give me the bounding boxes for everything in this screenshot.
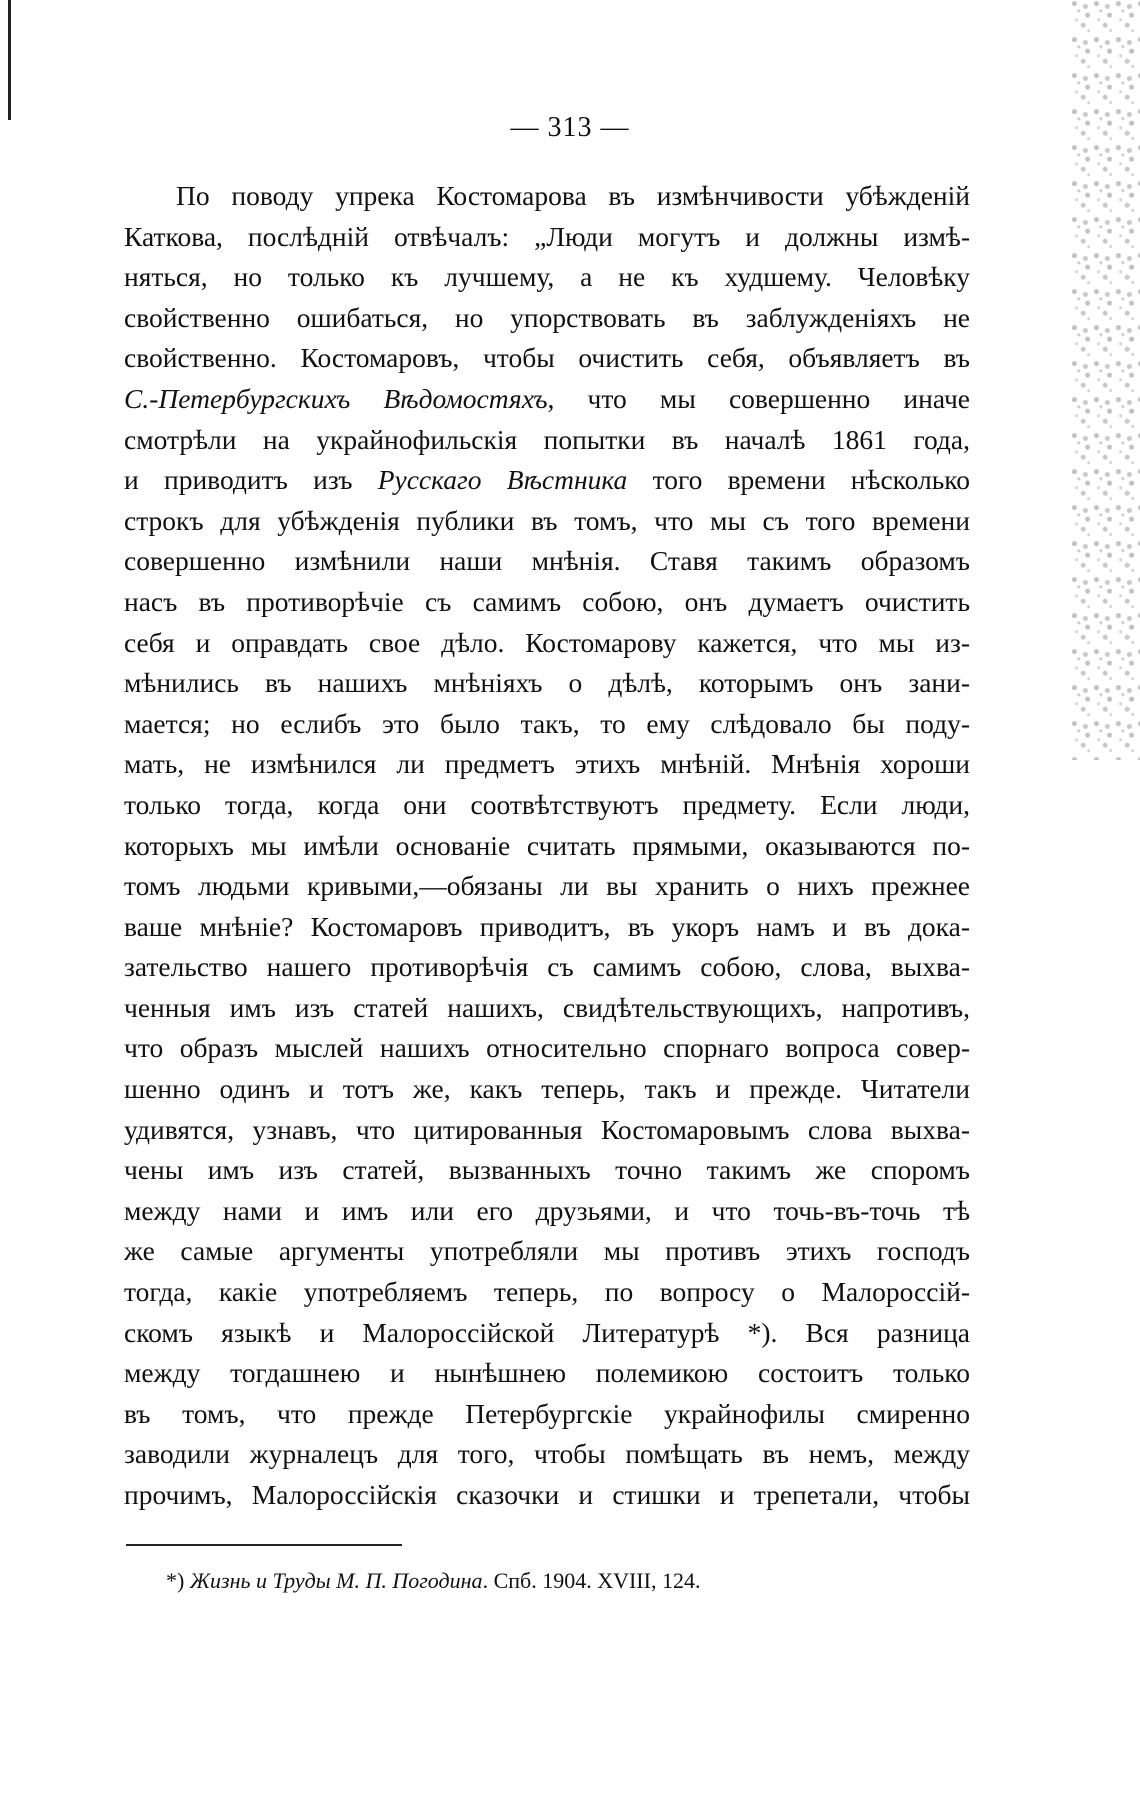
text-segment: скомъ языкѣ и Малороссійской Литературѣ *). Вся разница — [124, 1316, 970, 1348]
text-line — [124, 1353, 970, 1394]
text-line — [124, 1434, 970, 1475]
text-segment: Каткова, послѣдній отвѣчалъ: „Люди могутъ и должны измѣ- — [124, 220, 970, 252]
text-line — [124, 785, 970, 826]
text-segment: себя и оправдать свое дѣло. Костомарову кажется, что мы из- — [124, 626, 970, 658]
text-segment: зательство нашего противорѣчія съ самимъ собою, слова, выхва- — [124, 951, 970, 983]
text-segment: въ томъ, что прежде Петербургскіе украйнофилы смиренно — [124, 1397, 970, 1429]
text-segment: свойственно. Костомаровъ, чтобы очистить себя, объявляетъ въ — [124, 342, 970, 374]
text-line — [124, 582, 970, 623]
text-segment: же самые аргументы употребляли мы противъ этихъ господъ — [124, 1235, 970, 1267]
text-segment: которыхъ мы имѣли основаніе считать прямыми, оказываются по- — [124, 829, 970, 861]
text-line — [124, 947, 970, 988]
footnote — [166, 1568, 700, 1594]
text-line — [124, 501, 970, 542]
text-line — [124, 1028, 970, 1069]
text-line — [124, 379, 970, 420]
text-segment: насъ въ противорѣчіе съ самимъ собою, онъ думаетъ очистить — [124, 585, 970, 617]
text-segment: того времени нѣсколько — [627, 464, 970, 496]
text-line — [124, 1313, 970, 1354]
text-segment: , что мы совершенно иначе — [547, 382, 970, 414]
text-line — [124, 176, 970, 217]
text-line — [124, 1069, 970, 1110]
text-line — [124, 1272, 970, 1313]
text-segment: между тогдашнею и нынѣшнею полемикою состоитъ только — [124, 1357, 970, 1389]
body-text — [124, 176, 970, 1516]
text-segment: строкъ для убѣжденія публики въ томъ, что мы съ того времени — [124, 504, 970, 536]
text-line — [124, 1231, 970, 1272]
text-segment: смотрѣли на украйнофильскія попытки въ началѣ 1861 года, — [124, 423, 970, 455]
text-line — [124, 1150, 970, 1191]
text-italic-segment: С.-Петербургскихъ Вѣдомостяхъ — [124, 382, 548, 414]
text-line — [124, 704, 970, 745]
text-line — [124, 744, 970, 785]
footnote-divider — [126, 1544, 402, 1546]
footnote-rest: . Спб. 1904. XVIII, 124. — [482, 1568, 701, 1593]
text-line — [124, 420, 970, 461]
text-segment: мать, не измѣнился ли предметъ этихъ мнѣній. Мнѣнія хороши — [124, 748, 970, 780]
page-number: — 313 — — [510, 112, 630, 143]
text-line — [124, 1394, 970, 1435]
text-line — [124, 1110, 970, 1151]
text-segment: что образъ мыслей нашихъ относительно спорнаго вопроса совер- — [124, 1032, 970, 1064]
text-segment: и приводитъ изъ — [124, 464, 378, 496]
text-segment: шенно одинъ и тотъ же, какъ теперь, такъ и прежде. Читатели — [124, 1073, 970, 1105]
text-line — [124, 988, 970, 1029]
text-line — [124, 1475, 970, 1516]
text-segment: ваше мнѣніе? Костомаровъ приводитъ, въ укоръ намъ и въ дока- — [124, 910, 970, 942]
text-line — [124, 257, 970, 298]
text-segment: совершенно измѣнили наши мнѣнія. Ставя такимъ образомъ — [124, 545, 970, 577]
text-italic-segment: Русскаго Вѣстника — [377, 464, 628, 496]
text-line — [124, 460, 970, 501]
text-segment: ченныя имъ изъ статей нашихъ, свидѣтельствующихъ, напротивъ, — [124, 991, 970, 1023]
footnote-title: Жизнь и Труды М. П. Погодина — [189, 1568, 483, 1593]
text-line — [124, 907, 970, 948]
text-line — [124, 1191, 970, 1232]
text-segment: свойственно ошибаться, но упорствовать въ заблужденіяхъ не — [124, 301, 970, 333]
scan-left-edge — [8, 0, 11, 120]
text-segment: томъ людьми кривыми,—обязаны ли вы хранить о нихъ прежнее — [124, 870, 970, 902]
text-segment: между нами и имъ или его друзьями, и что точь-въ-точь тѣ — [124, 1194, 970, 1226]
text-line — [124, 663, 970, 704]
text-segment: тогда, какіе употребляемъ теперь, по вопросу о Малороссій- — [124, 1276, 970, 1308]
text-segment: няться, но только къ лучшему, а не къ худшему. Человѣку — [124, 261, 970, 293]
text-segment: только тогда, когда они соотвѣтствуютъ предмету. Если люди, — [124, 788, 970, 820]
text-line — [124, 298, 970, 339]
text-line — [124, 338, 970, 379]
text-line — [124, 623, 970, 664]
text-line — [124, 866, 970, 907]
text-segment: По поводу упрека Костомарова въ измѣнчивости убѣжденій — [176, 180, 970, 211]
text-segment: чены имъ изъ статей, вызванныхъ точно такимъ же споромъ — [124, 1154, 970, 1186]
text-segment: мается; но еслибъ это было такъ, то ему слѣдовало бы поду- — [124, 707, 970, 739]
text-segment: мѣнились въ нашихъ мнѣніяхъ о дѣлѣ, которымъ онъ зани- — [124, 667, 970, 699]
text-line — [124, 217, 970, 258]
text-segment: удивятся, узнавъ, что цитированныя Костомаровымъ слова выхва- — [124, 1113, 970, 1145]
text-segment: заводили журналецъ для того, чтобы помѣщать въ немъ, между — [124, 1438, 970, 1470]
text-line — [124, 826, 970, 867]
footnote-marker: *) — [166, 1568, 185, 1593]
text-segment: прочимъ, Малороссійскія сказочки и стишки и трепетали, чтобы — [124, 1479, 970, 1510]
text-line — [124, 541, 970, 582]
